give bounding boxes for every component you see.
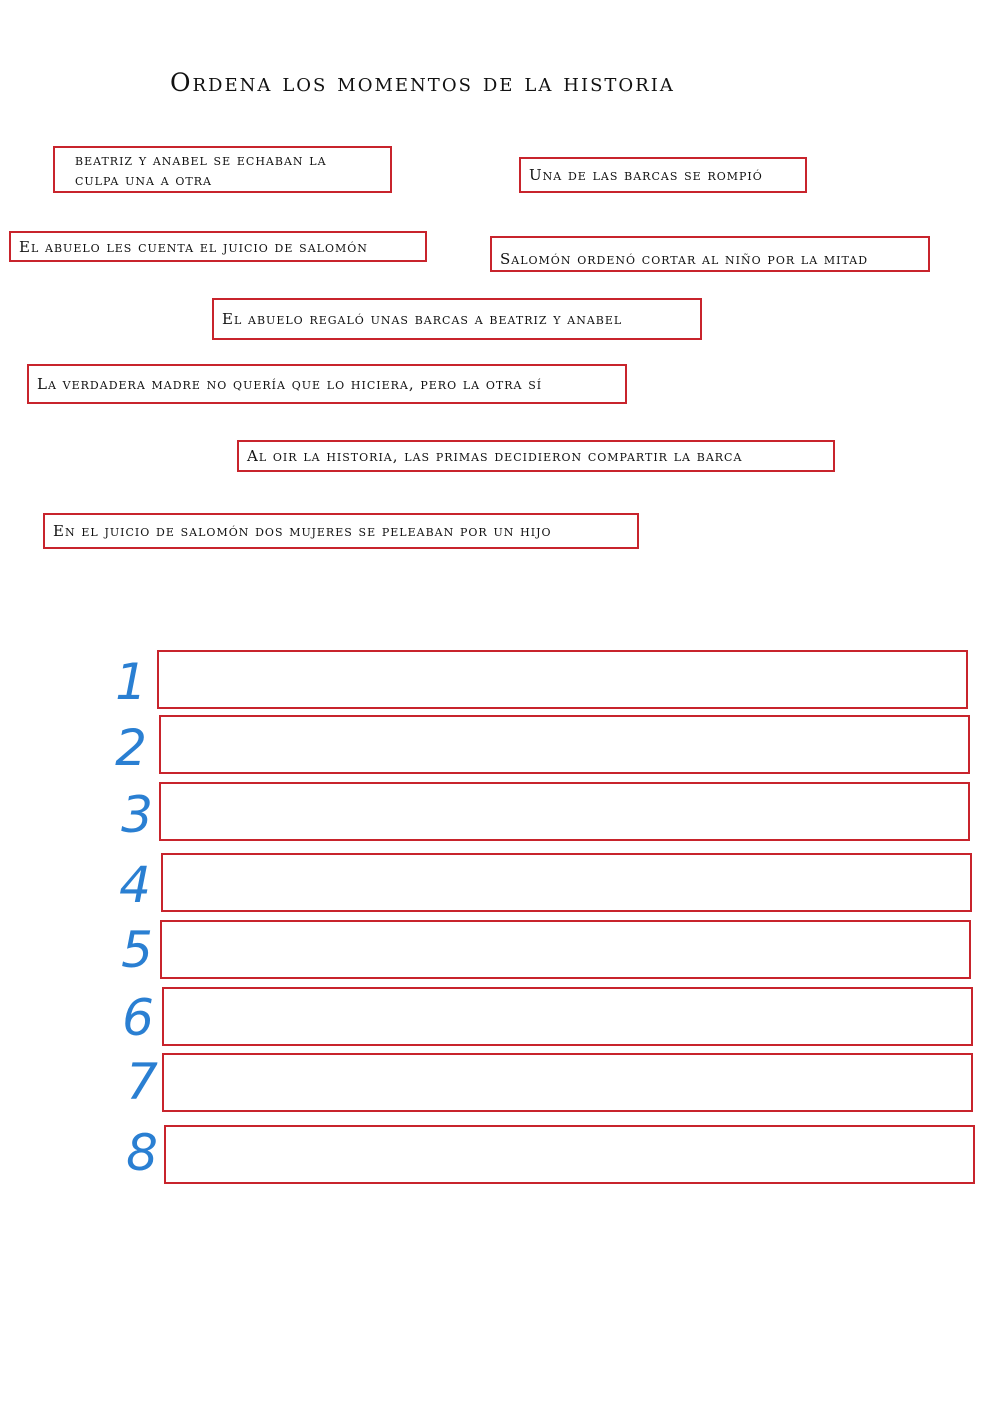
story-card-7[interactable] — [237, 440, 835, 472]
slot-number-3: 3 — [121, 786, 153, 844]
slot-number-6: 6 — [122, 989, 154, 1047]
answer-slot-6[interactable] — [162, 987, 973, 1046]
answer-slot-1[interactable] — [157, 650, 968, 709]
story-card-text: El abuelo les cuenta el juicio de salomón — [19, 237, 368, 256]
story-card-1[interactable] — [53, 146, 392, 193]
answer-slot-3[interactable] — [159, 782, 970, 841]
slot-number-8: 8 — [126, 1124, 158, 1182]
slot-number-2: 2 — [115, 719, 147, 777]
story-card-text: Una de las barcas se rompió — [529, 166, 763, 184]
story-card-5[interactable] — [212, 298, 702, 340]
slot-number-4: 4 — [119, 856, 151, 914]
answer-slot-2[interactable] — [159, 715, 970, 774]
answer-slot-7[interactable] — [162, 1053, 973, 1112]
story-card-text: El abuelo regaló unas barcas a beatriz y anabel — [222, 310, 623, 328]
story-card-3[interactable] — [9, 231, 427, 262]
story-card-text: La verdadera madre no quería que lo hiciera, pero la otra sí — [37, 375, 543, 393]
story-card-text: beatriz y anabel se echaban la culpa una a otra — [75, 151, 327, 189]
story-card-8[interactable] — [43, 513, 639, 549]
story-card-text: Al oir la historia, las primas decidieron compartir la barca — [247, 447, 743, 465]
page-title: Ordena los momentos de la historia — [170, 68, 675, 97]
slot-number-7: 7 — [126, 1053, 158, 1111]
story-card-2[interactable] — [519, 157, 807, 193]
slot-number-1: 1 — [115, 653, 147, 711]
story-card-4[interactable] — [490, 236, 930, 272]
story-card-text: Salomón ordenó cortar al niño por la mitad — [500, 250, 869, 268]
answer-slot-8[interactable] — [164, 1125, 975, 1184]
slot-number-5: 5 — [121, 921, 153, 979]
answer-slot-4[interactable] — [161, 853, 972, 912]
story-card-text: En el juicio de salomón dos mujeres se peleaban por un hijo — [53, 522, 552, 540]
answer-slot-5[interactable] — [160, 920, 971, 979]
story-card-6[interactable] — [27, 364, 627, 404]
